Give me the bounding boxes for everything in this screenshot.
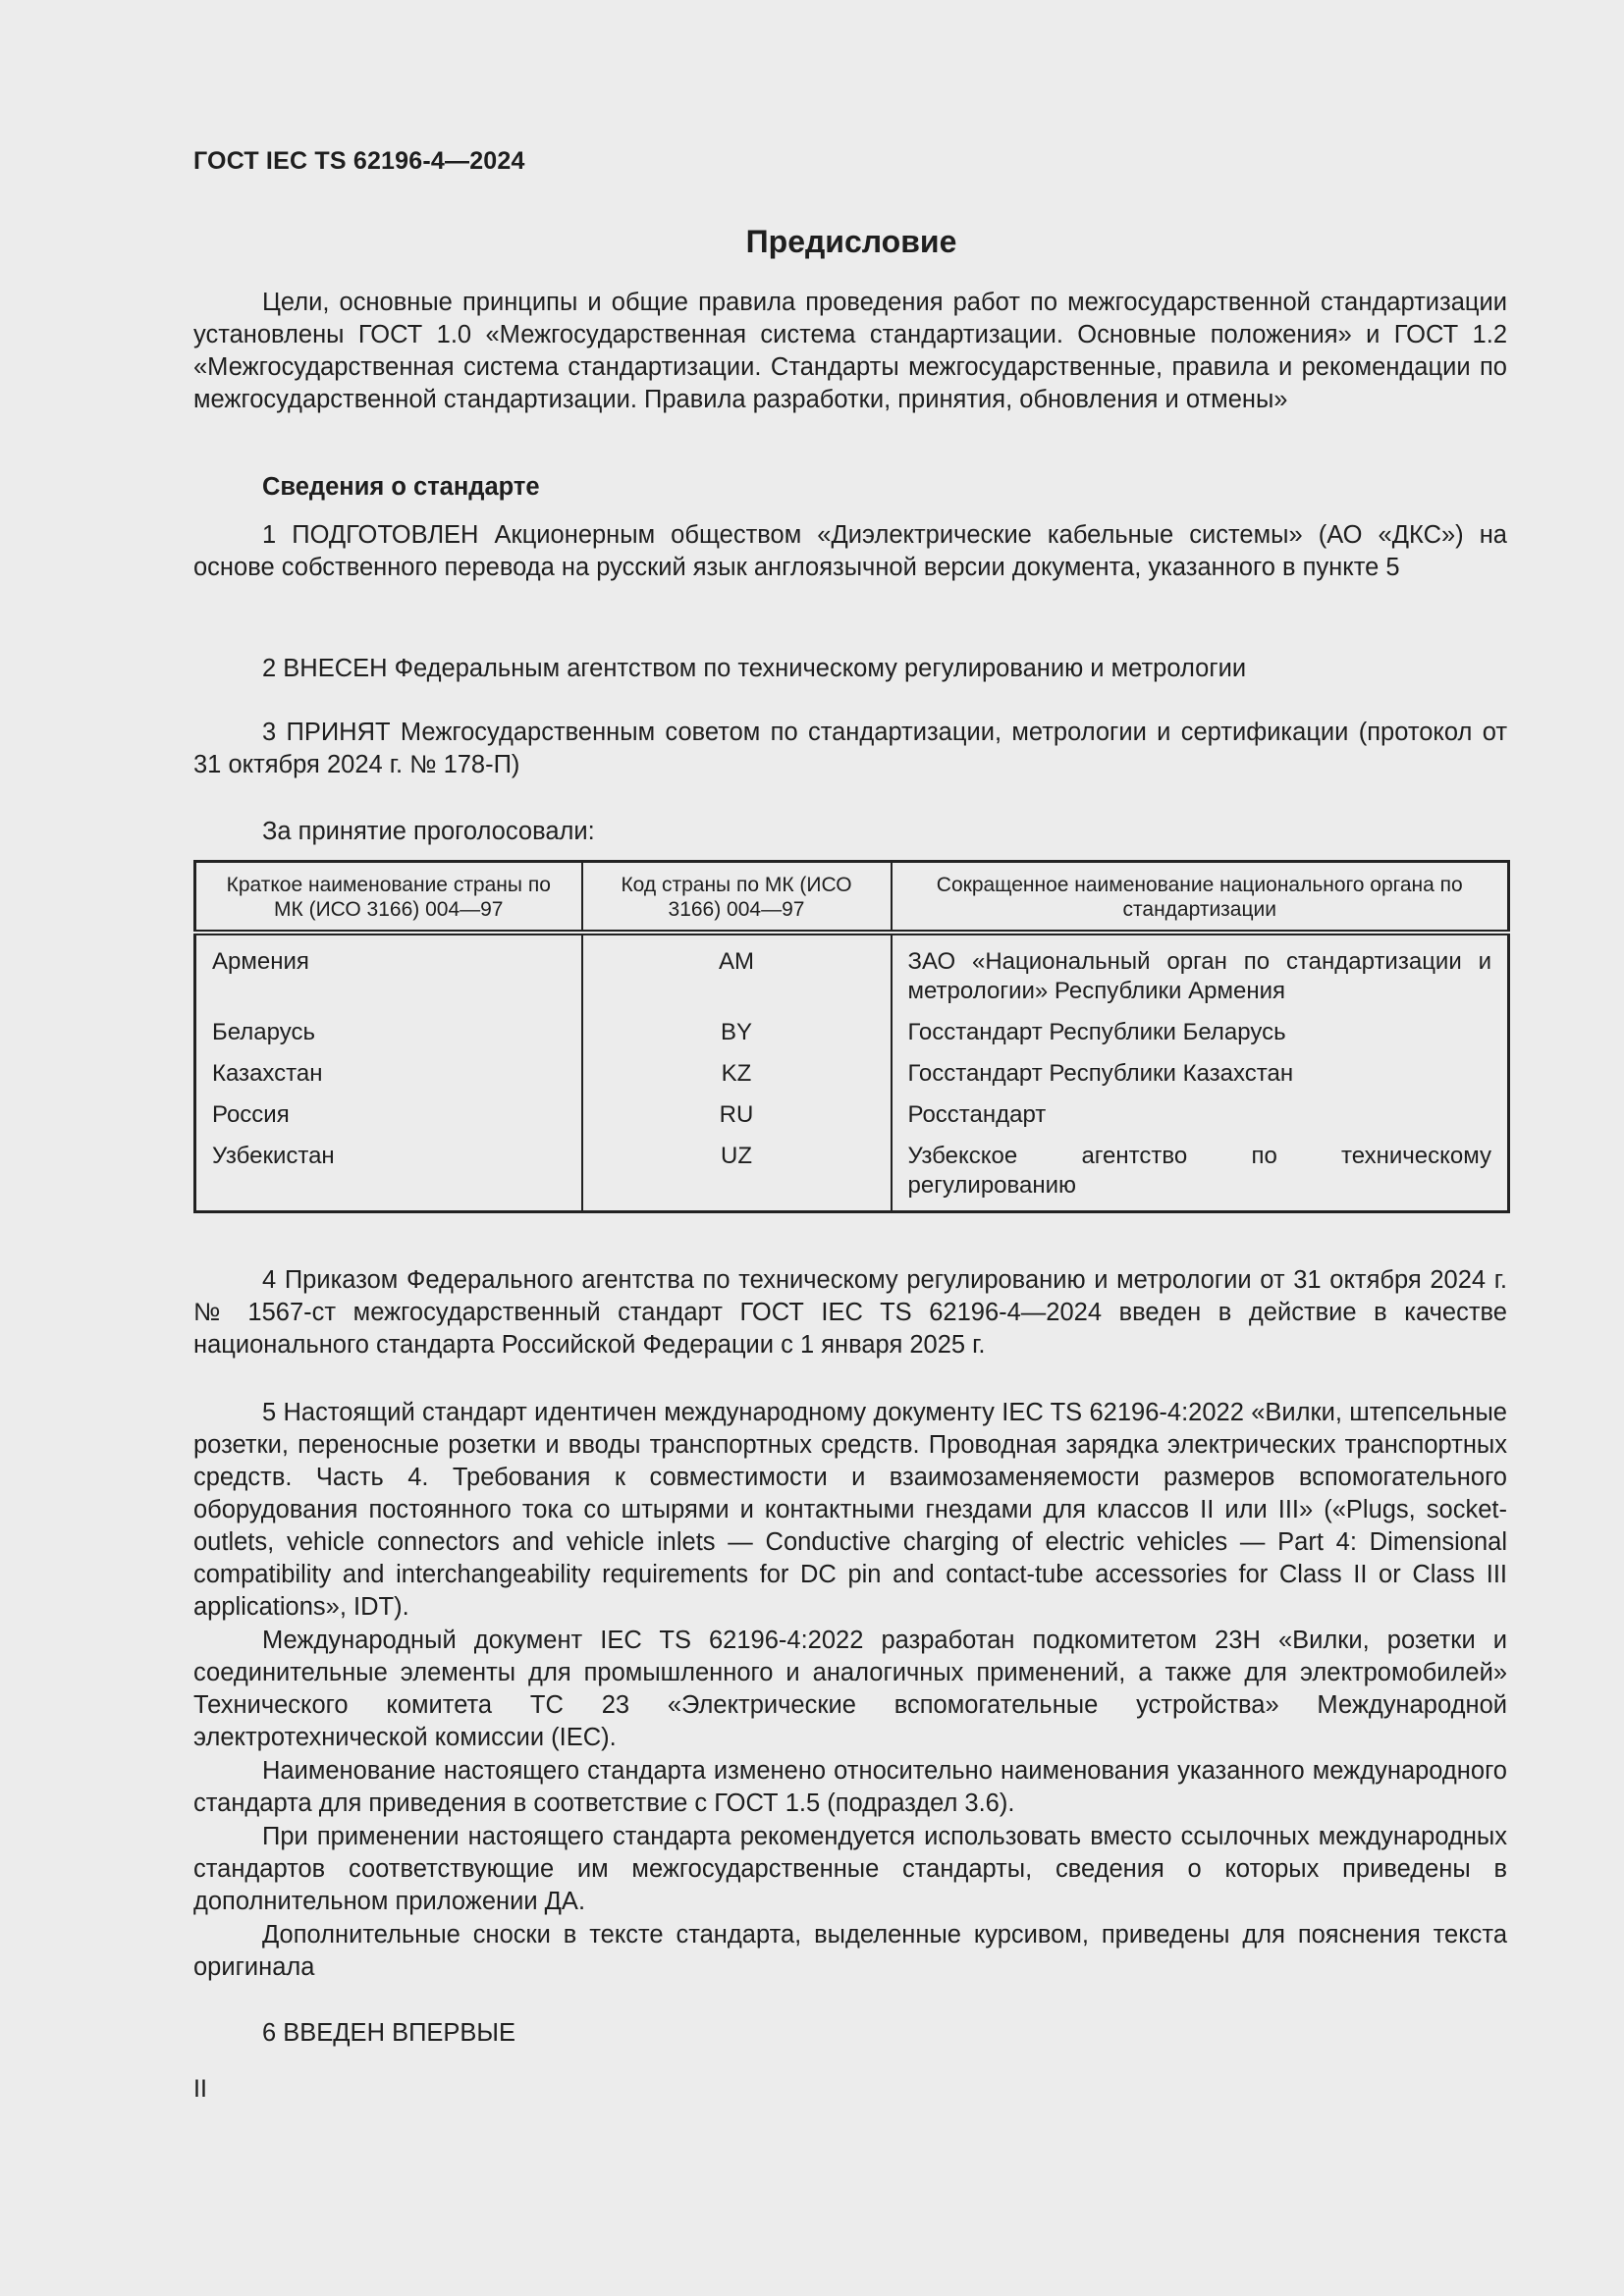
code-cell: BY <box>582 1012 892 1053</box>
info-heading: Сведения о стандарте <box>262 473 540 501</box>
country-cell: Казахстан <box>195 1053 582 1095</box>
item-2-paragraph: 2 ВНЕСЕН Федеральным агентством по техническому регулированию и метрологии <box>262 655 1247 682</box>
table-row <box>195 1012 1509 1053</box>
country-cell: Беларусь <box>195 1012 582 1053</box>
intro-paragraph: Цели, основные принципы и общие правила проведения работ по межгосударственной стандартизации установлены ГОСТ 1.0 «Межгосударственная система стандартизации. Основные положения» и ГОСТ 1.2 «Межгосударственная система стандартизации. Стандарты межгосударственные, правила и рекомендации по межгосударственной стандартизации. Правила разработки, принятия, обновления и отмены» <box>193 289 1507 413</box>
table-row <box>195 933 1509 1012</box>
voted-label: За принятие проголосовали: <box>262 818 595 845</box>
table-row <box>195 1095 1509 1136</box>
table-header-row <box>195 862 1509 934</box>
organization-cell: Узбекское агентство по техническому регулированию <box>907 1143 1491 1199</box>
item-1-paragraph: 1 ПОДГОТОВЛЕН Акционерным обществом «Диэлектрические кабельные системы» (АО «ДКС») на основе собственного перевода на русский язык англоязычной версии документа, указанного в пункте 5 <box>193 521 1507 581</box>
code-cell: AM <box>582 933 892 1012</box>
voting-table <box>193 860 1510 1213</box>
table-row <box>195 1136 1509 1212</box>
column-header-country: Краткое наименование страны по МК (ИСО 3166) 004—97 <box>195 862 582 934</box>
table-row <box>195 1053 1509 1095</box>
organization-cell: ЗАО «Национальный орган по стандартизации и метрологии» Республики Армения <box>907 948 1491 1004</box>
organization-cell: Госстандарт Республики Беларусь <box>907 1019 1286 1045</box>
item-5-references-paragraph: При применении настоящего стандарта рекомендуется использовать вместо ссылочных международных стандартов соответствующие им межгосударственные стандарты, сведения о которых приведены в дополнительном приложении ДА. <box>193 1823 1507 1915</box>
column-header-code: Код страны по МК (ИСО 3166) 004—97 <box>582 862 892 934</box>
country-cell: Россия <box>195 1095 582 1136</box>
item-5-origin-paragraph: Международный документ IEC TS 62196-4:2022 разработан подкомитетом 23H «Вилки, розетки и соединительные элементы для промышленного и аналогичных применений, а также для электромобилей» Технического комитета TC 23 «Электрические вспомогательные устройства» Международной электротехнической комиссии (IEC). <box>193 1627 1507 1751</box>
item-3-paragraph: 3 ПРИНЯТ Межгосударственным советом по стандартизации, метрологии и сертификации (протокол от 31 октября 2024 г. № 178-П) <box>193 719 1507 778</box>
organization-cell: Госстандарт Республики Казахстан <box>907 1060 1294 1087</box>
organization-cell: Росстандарт <box>907 1101 1047 1128</box>
page-number: II <box>193 2075 207 2103</box>
item-6-paragraph: 6 ВВЕДЕН ВПЕРВЫЕ <box>262 2019 516 2047</box>
item-5-paragraph: 5 Настоящий стандарт идентичен международному документу IEC TS 62196-4:2022 «Вилки, штепсельные розетки, переносные розетки и вводы транспортных средств. Проводная зарядка электрических транспортных средств. Часть 4. Требования к совместимости и взаимозаменяемости размеров вспомогательного оборудования постоянного тока со штырями и контактными гнездами для классов II или III» («Plugs, socket-outlets, vehicle connectors and vehicle inlets — Conductive charging of electric vehicles — Part 4: Dimensional compatibility and interchangeability requirements for DC pin and contact-tube accessories for Class II or Class III applications», IDT). <box>193 1399 1507 1621</box>
column-header-organization: Сокращенное наименование национального органа по стандартизации <box>892 862 1509 934</box>
code-cell: UZ <box>582 1136 892 1212</box>
code-cell: RU <box>582 1095 892 1136</box>
country-cell: Армения <box>195 933 582 1012</box>
document-code-header: ГОСТ IEC TS 62196-4—2024 <box>193 147 525 175</box>
item-4-paragraph: 4 Приказом Федерального агентства по техническому регулированию и метрологии от 31 октября 2024 г. № 1567-ст межгосударственный стандарт ГОСТ IEC TS 62196-4—2024 введен в действие в качестве национального стандарта Российской Федерации с 1 января 2025 г. <box>193 1266 1507 1359</box>
item-5-footnotes-paragraph: Дополнительные сноски в тексте стандарта, выделенные курсивом, приведены для пояснения текста оригинала <box>193 1921 1507 1981</box>
page-title: Предисловие <box>745 224 957 259</box>
code-cell: KZ <box>582 1053 892 1095</box>
country-cell: Узбекистан <box>195 1136 582 1212</box>
item-5-naming-paragraph: Наименование настоящего стандарта изменено относительно наименования указанного международного стандарта для приведения в соответствие с ГОСТ 1.5 (подраздел 3.6). <box>193 1757 1507 1817</box>
